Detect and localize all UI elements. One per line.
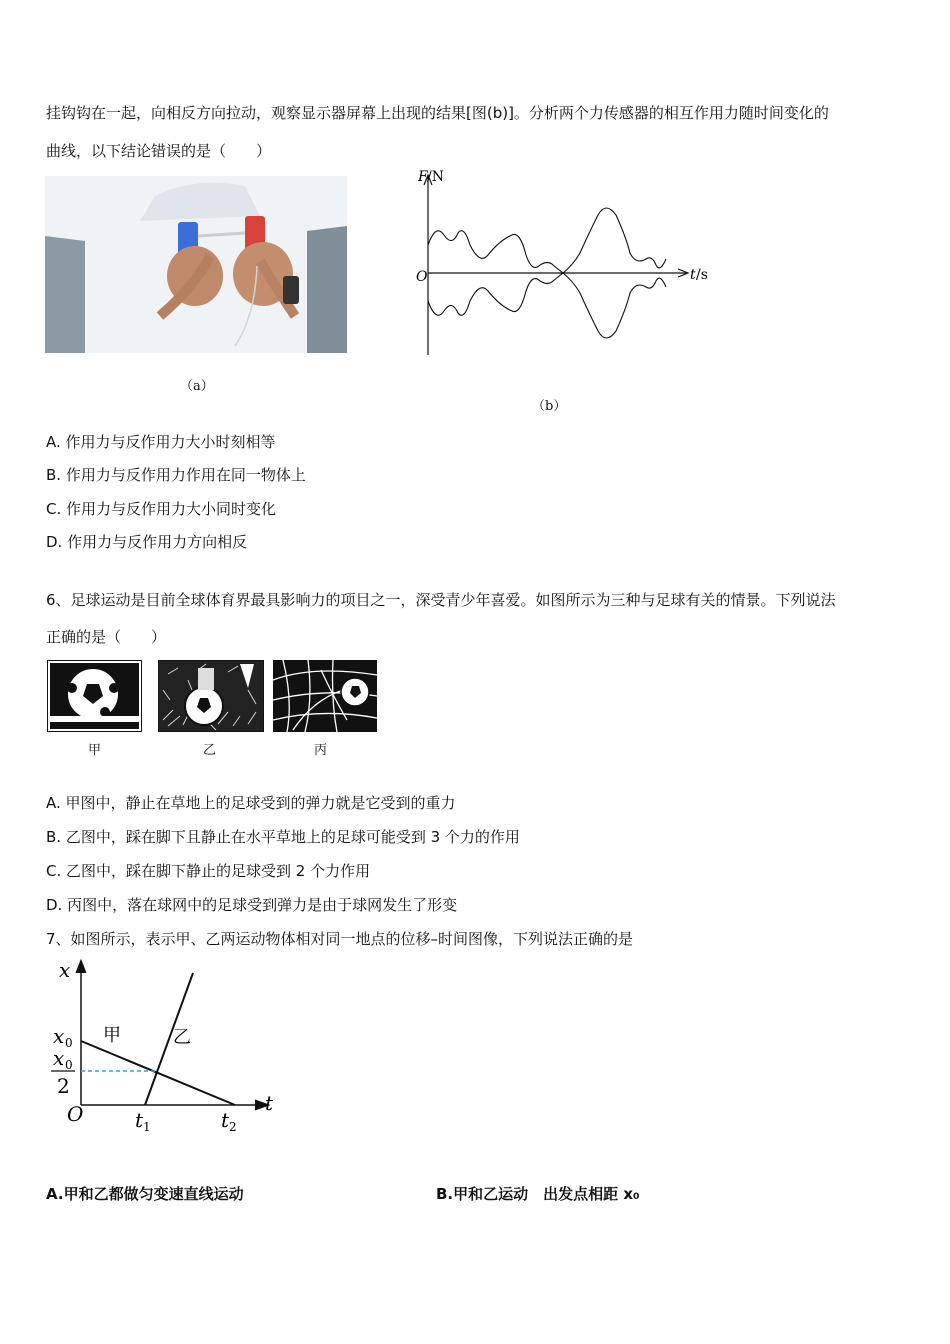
q6-stem-line1: 6、足球运动是目前全球体育界最具影响力的项目之一，深受青少年喜爱。如图所示为三种与足球有关的情景。下列说法: [46, 591, 836, 609]
x-axis-label: x: [59, 958, 71, 982]
q7-option-a[interactable]: A.甲和乙都做匀变速直线运动: [46, 1185, 244, 1203]
q5-option-c[interactable]: C. 作用力与反作用力大小同时变化: [46, 500, 277, 518]
t-axis-unit: /s: [696, 267, 708, 283]
q7-stem: 7、如图所示，表示甲、乙两运动物体相对同一地点的位移–时间图像，下列说法正确的是: [46, 930, 634, 948]
t-axis-label: t: [690, 267, 696, 283]
caption-b: （b）: [532, 399, 567, 414]
half-x0-denominator: 2: [57, 1074, 70, 1098]
q5-stem-line1: 挂钩钩在一起，向相反方向拉动，观察显示器屏幕上出现的结果[图(b)]。分析两个力传感器的相互作用力随时间变化的: [46, 104, 829, 122]
q5-stem-line2: 曲线，以下结论错误的是（ ）: [46, 142, 272, 160]
x0-label: x: [53, 1024, 65, 1048]
t1-subscript: 1: [143, 1120, 151, 1134]
q6-option-a[interactable]: A. 甲图中，静止在草地上的足球受到的弹力就是它受到的重力: [46, 794, 456, 812]
label-yi-line: 乙: [173, 1027, 191, 1048]
half-x0-numerator-subscript: 0: [65, 1058, 73, 1072]
f-axis-label: F: [418, 169, 428, 185]
caption-a: （a）: [180, 379, 214, 394]
t2-subscript: 2: [229, 1120, 237, 1134]
f-axis-unit: /N: [427, 169, 444, 185]
q5-option-d[interactable]: D. 作用力与反作用力方向相反: [46, 533, 248, 551]
force-time-graph: [408, 165, 718, 360]
x0-subscript: 0: [65, 1036, 73, 1050]
photo-illustration: [45, 176, 347, 353]
half-x0-numerator: x: [53, 1046, 65, 1070]
q6-option-c[interactable]: C. 乙图中，踩在脚下静止的足球受到 2 个力作用: [46, 862, 371, 880]
label-bing: 丙: [314, 743, 328, 758]
picture-yi: [158, 660, 264, 732]
picture-bing: [273, 660, 377, 732]
origin-label: O: [67, 1102, 84, 1126]
t1-label: t: [135, 1108, 144, 1132]
label-jia: 甲: [88, 743, 102, 758]
q7-option-b[interactable]: B.甲和乙运动 出发点相距 x₀: [436, 1185, 640, 1203]
q6-option-b[interactable]: B. 乙图中，踩在脚下且静止在水平草地上的足球可能受到 3 个力的作用: [46, 828, 520, 846]
picture-jia: [47, 660, 142, 732]
t2-label: t: [221, 1108, 230, 1132]
t-axis-label: t: [265, 1091, 274, 1115]
line-jia: [81, 1041, 235, 1105]
q5-option-b[interactable]: B. 作用力与反作用力作用在同一物体上: [46, 466, 306, 484]
x-axis-arrow-icon: [76, 960, 86, 973]
q5-option-a[interactable]: A. 作用力与反作用力大小时刻相等: [46, 433, 276, 451]
force-curve-lower: [428, 273, 666, 338]
label-jia-line: 甲: [103, 1025, 121, 1046]
force-curve-upper: [428, 208, 666, 273]
q6-option-d[interactable]: D. 丙图中，落在球网中的足球受到弹力是由于球网发生了形变: [46, 896, 458, 914]
q6-stem-line2: 正确的是（ ）: [46, 628, 167, 646]
photo-force-sensors: [45, 176, 347, 353]
label-yi: 乙: [203, 743, 217, 758]
origin-label: O: [416, 269, 428, 285]
displacement-time-graph: [45, 955, 285, 1135]
